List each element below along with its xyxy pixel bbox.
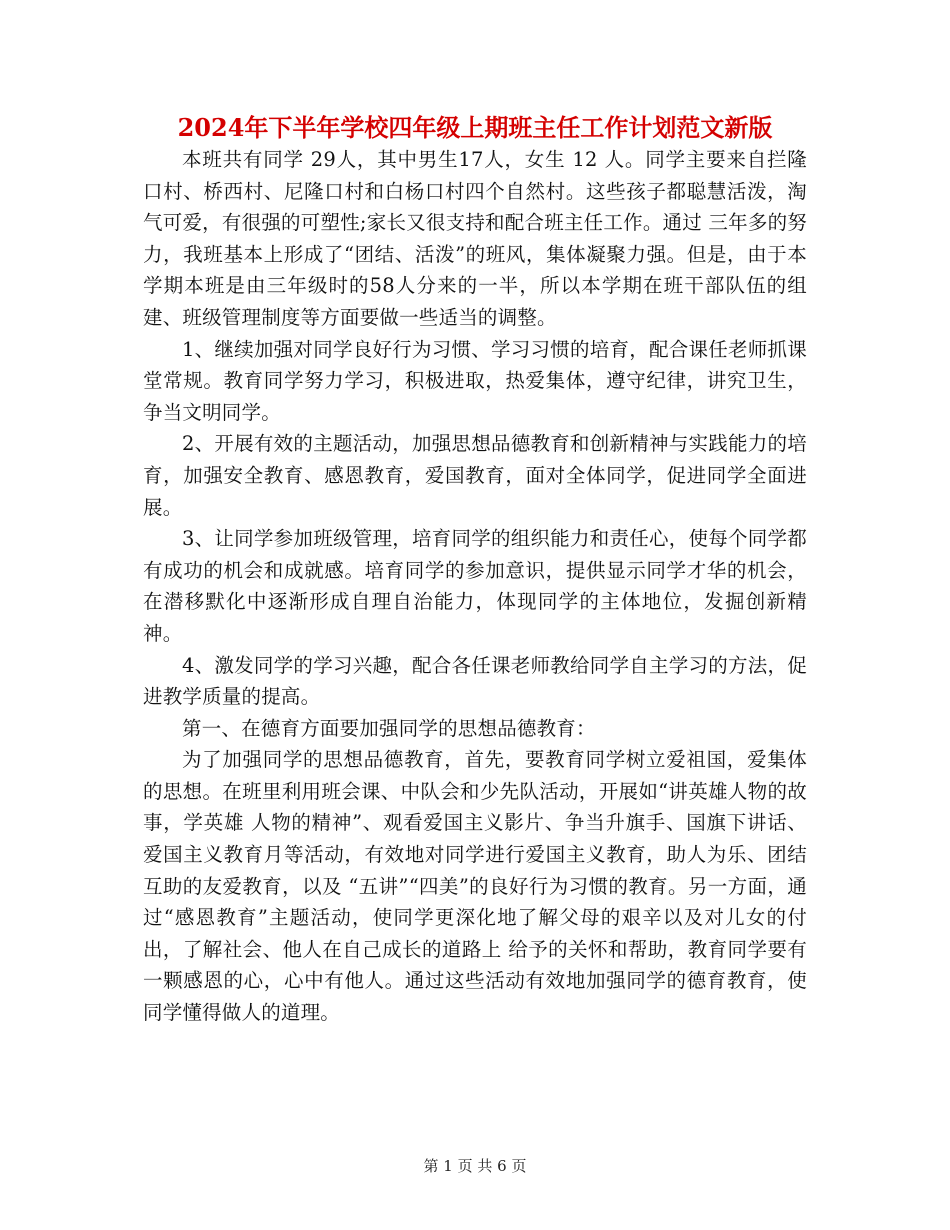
paragraph-moral-education: 为了加强同学的思想品德教育，首先，要教育同学树立爱祖国，爱集体的思想。在班里利用班会课、中队会和少先队活动，开展如“讲英雄人物的故事，学英雄 人物的精神”、观看爱国主义影片、争当升旗手、国旗下讲话、爱国主义教育月等活动，有效地对同学进行爱国主义教育，助人为乐、团结互助的友爱教育，以及 “五讲”“四美”的良好行为习惯的教育。另一方面，通过“感恩教育”主题活动，使同学更深化地了解父母的艰辛以及对儿女的付出，了解社会、他人在自己成长的道路上 给予的关怀和帮助，教育同学要有一颗感恩的心，心中有他人。通过这些活动有效地加强同学的德育教育，使同学懂得做人的道理。 xyxy=(143,748,807,1025)
paragraph-item-4: 4、激发同学的学习兴趣，配合各任课老师教给同学自主学习的方法，促进教学质量的提高。 xyxy=(143,653,807,709)
document-body xyxy=(143,144,807,1029)
document-title: 2024年下半年学校四年级上期班主任工作计划范文新版 xyxy=(177,113,773,142)
paragraph-class-overview: 本班共有同学 29人，其中男生17人，女生 12 人。同学主要来自拦隆口村、桥西村、尼隆口村和白杨口村四个自然村。这些孩子都聪慧活泼，淘气可爱，有很强的可塑性;家长又很支持和配合班主任工作。通过 三年多的努力，我班基本上形成了“团结、活泼”的班风，集体凝聚力强。但是，由于本学期本班是由三年级时的58人分来的一半，所以本学期在班干部队伍的组 建、班级管理制度等方面要做一些适当的调整。 xyxy=(143,148,807,329)
paragraph-item-2: 2、开展有效的主题活动，加强思想品德教育和创新精神与实践能力的培育，加强安全教育、感恩教育，爱国教育，面对全体同学，促进同学全面进展。 xyxy=(143,432,807,519)
section-heading-moral-education: 第一、在德育方面要加强同学的思想品德教育： xyxy=(182,716,596,740)
page-number-footer: 第 1 页 共 6 页 xyxy=(423,1157,527,1175)
paragraph-item-3: 3、让同学参加班级管理，培育同学的组织能力和责任心，使每个同学都有成功的机会和成就感。培育同学的参加意识，提供显示同学才华的机会，在潜移默化中逐渐形成自理自治能力，体现同学的主体地位，发掘创新精神。 xyxy=(143,527,807,645)
paragraph-item-1: 1、继续加强对同学良好行为习惯、学习习惯的培育，配合课任老师抓课堂常规。教育同学努力学习，积极进取，热爱集体，遵守纪律，讲究卫生，争当文明同学。 xyxy=(143,337,807,424)
